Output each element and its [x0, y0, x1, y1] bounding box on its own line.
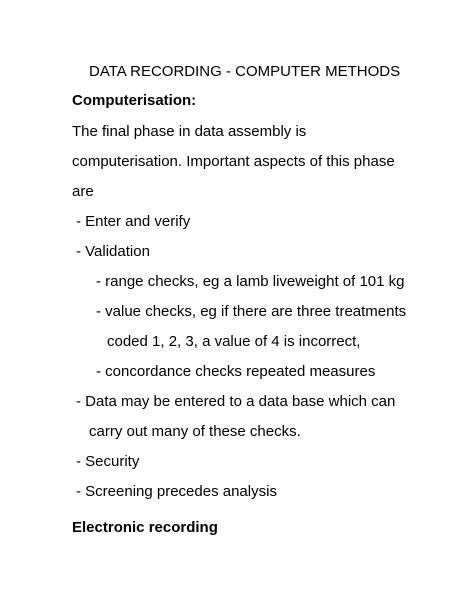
paragraph-line: are: [72, 183, 94, 200]
sublist-item-value-checks: - value checks, eg if there are three treatments: [96, 303, 407, 320]
section-heading-computerisation: Computerisation:: [72, 92, 197, 109]
paragraph-line: computerisation. Important aspects of this phase: [72, 153, 395, 170]
list-item-enter-verify: - Enter and verify: [76, 213, 191, 230]
paragraph-line: The final phase in data assembly is: [72, 123, 307, 140]
document-title: DATA RECORDING - COMPUTER METHODS: [89, 63, 401, 80]
sublist-item-range-checks: - range checks, eg a lamb liveweight of 101 kg: [96, 273, 405, 290]
sublist-item-concordance-checks: - concordance checks repeated measures: [96, 363, 376, 380]
list-item-database-continued: carry out many of these checks.: [89, 423, 301, 440]
list-item-security: - Security: [76, 453, 140, 470]
list-item-screening: - Screening precedes analysis: [76, 483, 277, 500]
section-heading-electronic-recording: Electronic recording: [72, 519, 218, 536]
list-item-database: - Data may be entered to a data base which can: [76, 393, 396, 410]
sublist-item-value-checks-continued: coded 1, 2, 3, a value of 4 is incorrect,: [107, 333, 361, 350]
list-item-validation: - Validation: [76, 243, 150, 260]
